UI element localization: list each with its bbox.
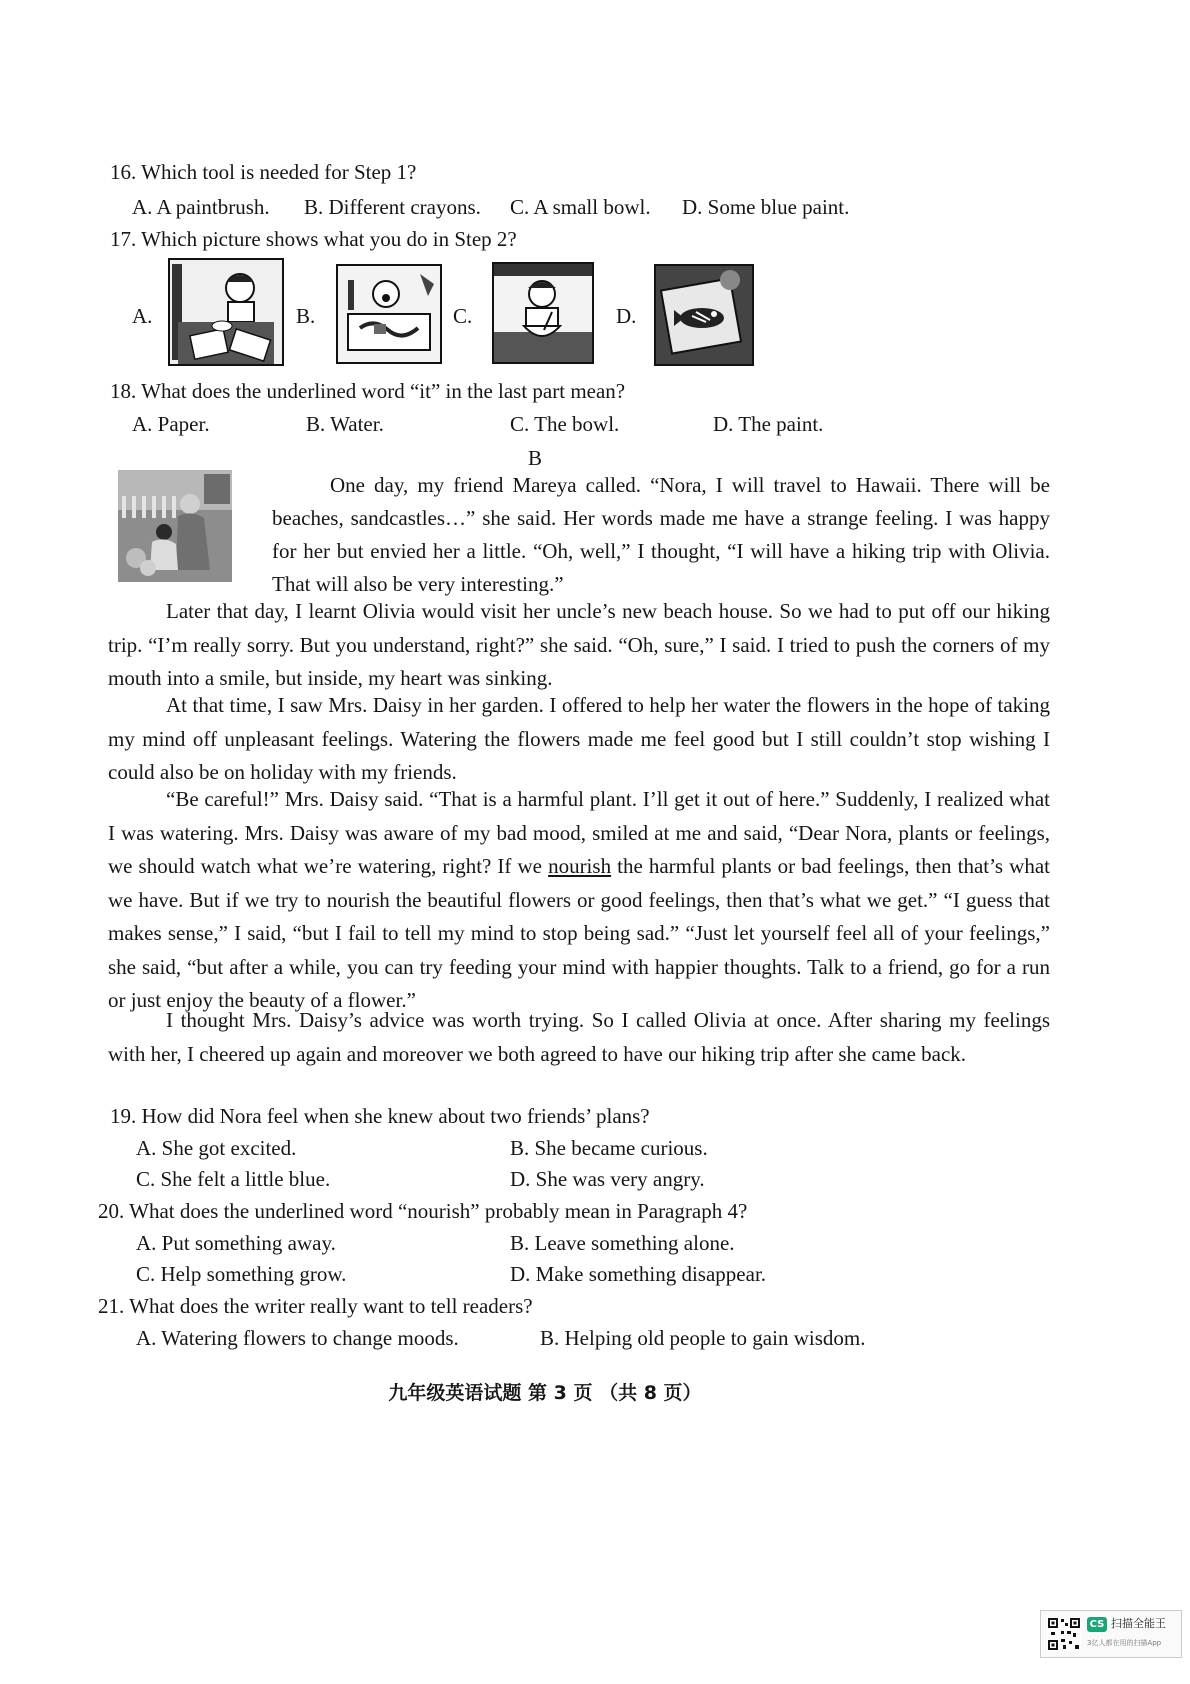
q16-option-d: D. Some blue paint. — [682, 195, 850, 219]
q21-option-a: A. Watering flowers to change moods. — [136, 1326, 459, 1350]
passage-paragraph-1: One day, my friend Mareya called. “Nora, I will travel to Hawaii. There will be beaches, sandcastles…” she said. Her words made me have a strange feeling. I was happy for her but envied her a little. “Oh, well,” I thought, “I will have a hiking trip with Olivia. That will also be very interesting.” — [272, 473, 1050, 596]
picture-label-c: C. — [453, 304, 473, 328]
question-text: What does the underlined word “nourish” probably mean in Paragraph 4? — [129, 1199, 748, 1223]
question-number: 18. — [110, 379, 137, 403]
picture-c-child-mixing-bowl — [492, 262, 594, 364]
question-17 — [110, 227, 517, 252]
passage-paragraph-2: Later that day, I learnt Olivia would visit her uncle’s new beach house. So we had to put off our hiking trip. “I’m really sorry. But you understand, right?” she said. “Oh, sure,” I said. I tried to push the corners of my mouth into a smile, but inside, my heart was sinking. — [108, 599, 1050, 690]
q18-option-a: A. Paper. — [132, 412, 210, 436]
scanner-app-name: 扫描全能王 — [1111, 1617, 1166, 1630]
question-text: What does the underlined word “it” in the last part mean? — [141, 379, 626, 403]
passage-paragraph-3: At that time, I saw Mrs. Daisy in her garden. I offered to help her water the flowers in the hope of taking my mind off unpleasant feelings. Watering the flowers made me feel good but I still couldn’t stop wishing I could also be on holiday with my friends. — [108, 693, 1050, 784]
passage-paragraph-4 — [108, 783, 1050, 1018]
q16-option-a: A. A paintbrush. — [132, 195, 270, 219]
question-text: Which picture shows what you do in Step 2? — [141, 227, 517, 251]
underlined-word-nourish: nourish — [548, 854, 612, 878]
question-number: 21. — [98, 1294, 125, 1318]
q16-option-c: C. A small bowl. — [510, 195, 651, 219]
woman-and-child-garden-icon — [118, 470, 232, 582]
picture-b-child-with-artwork — [336, 264, 442, 364]
child-drawing-icon — [170, 260, 282, 364]
question-number: 17. — [110, 227, 137, 251]
q18-option-c: C. The bowl. — [510, 412, 620, 436]
picture-label-a: A. — [132, 304, 153, 328]
question-text: How did Nora feel when she knew about two friends’ plans? — [141, 1104, 650, 1128]
picture-label-b: B. — [296, 304, 316, 328]
scanner-tagline: 3亿人都在用的扫描App — [1087, 1639, 1162, 1647]
question-19 — [110, 1104, 650, 1129]
q19-option-b: B. She became curious. — [510, 1136, 708, 1160]
question-number: 19. — [110, 1104, 137, 1128]
question-20 — [98, 1199, 747, 1224]
question-18 — [110, 379, 625, 404]
picture-d-finished-painting — [654, 264, 754, 366]
q19-option-a: A. She got excited. — [136, 1136, 297, 1160]
camscanner-logo: CS — [1087, 1617, 1107, 1632]
q19-option-c: C. She felt a little blue. — [136, 1167, 331, 1191]
q20-option-c: C. Help something grow. — [136, 1262, 347, 1286]
question-text: Which tool is needed for Step 1? — [141, 160, 417, 184]
q20-option-d: D. Make something disappear. — [510, 1262, 767, 1286]
q20-option-a: A. Put something away. — [136, 1231, 336, 1255]
section-b-heading: B — [527, 446, 542, 470]
question-text: What does the writer really want to tell readers? — [129, 1294, 533, 1318]
painting-closeup-icon — [656, 266, 752, 364]
q18-option-d: D. The paint. — [713, 412, 824, 436]
child-bowl-icon — [494, 264, 592, 362]
q21-option-b: B. Helping old people to gain wisdom. — [540, 1326, 866, 1350]
question-number: 16. — [110, 160, 137, 184]
question-number: 20. — [98, 1199, 125, 1223]
scanner-watermark — [1040, 1610, 1182, 1658]
question-16 — [110, 160, 416, 185]
q18-option-b: B. Water. — [306, 412, 384, 436]
q20-option-b: B. Leave something alone. — [510, 1231, 735, 1255]
garden-photo — [118, 470, 232, 582]
question-21 — [98, 1294, 533, 1319]
picture-a-child-painting — [168, 258, 284, 366]
paragraph-4-part-2: the harmful plants or bad feelings, then that’s what we have. But if we try to nourish the beautiful flowers or good feelings, then that’s what we get.” “I guess that makes sense,” I said, “but I fail to tell my mind to stop being sad.” “Just let yourself feel all of your feelings,” she said, “but after a while, you can try feeding your mind with happier thoughts. Talk to a friend, go for a run or just enjoy the beauty of a flower.” — [108, 854, 1050, 1012]
q19-option-d: D. She was very angry. — [510, 1167, 705, 1191]
passage-paragraph-5: I thought Mrs. Daisy’s advice was worth trying. So I called Olivia at once. After sharing my feelings with her, I cheered up again and moreover we both agreed to have our hiking trip after she came back. — [108, 1008, 1050, 1066]
q16-option-b: B. Different crayons. — [304, 195, 481, 219]
paragraph-4-part-1: “Be careful!” Mrs. Daisy said. “That is a harmful plant. I’ll get it out of here.” Suddenly, I realized what I was watering. Mrs. Daisy was aware of my bad mood, smiled at me and said, “Dear Nora, plants or feelings, we should watch what we’re watering, right? If we — [108, 787, 1050, 878]
picture-label-d: D. — [616, 304, 637, 328]
qr-code-icon — [1047, 1617, 1081, 1651]
page-footer: 九年级英语试题 第 3 页 （共 8 页） — [388, 1382, 702, 1404]
child-artwork-icon — [338, 266, 440, 362]
